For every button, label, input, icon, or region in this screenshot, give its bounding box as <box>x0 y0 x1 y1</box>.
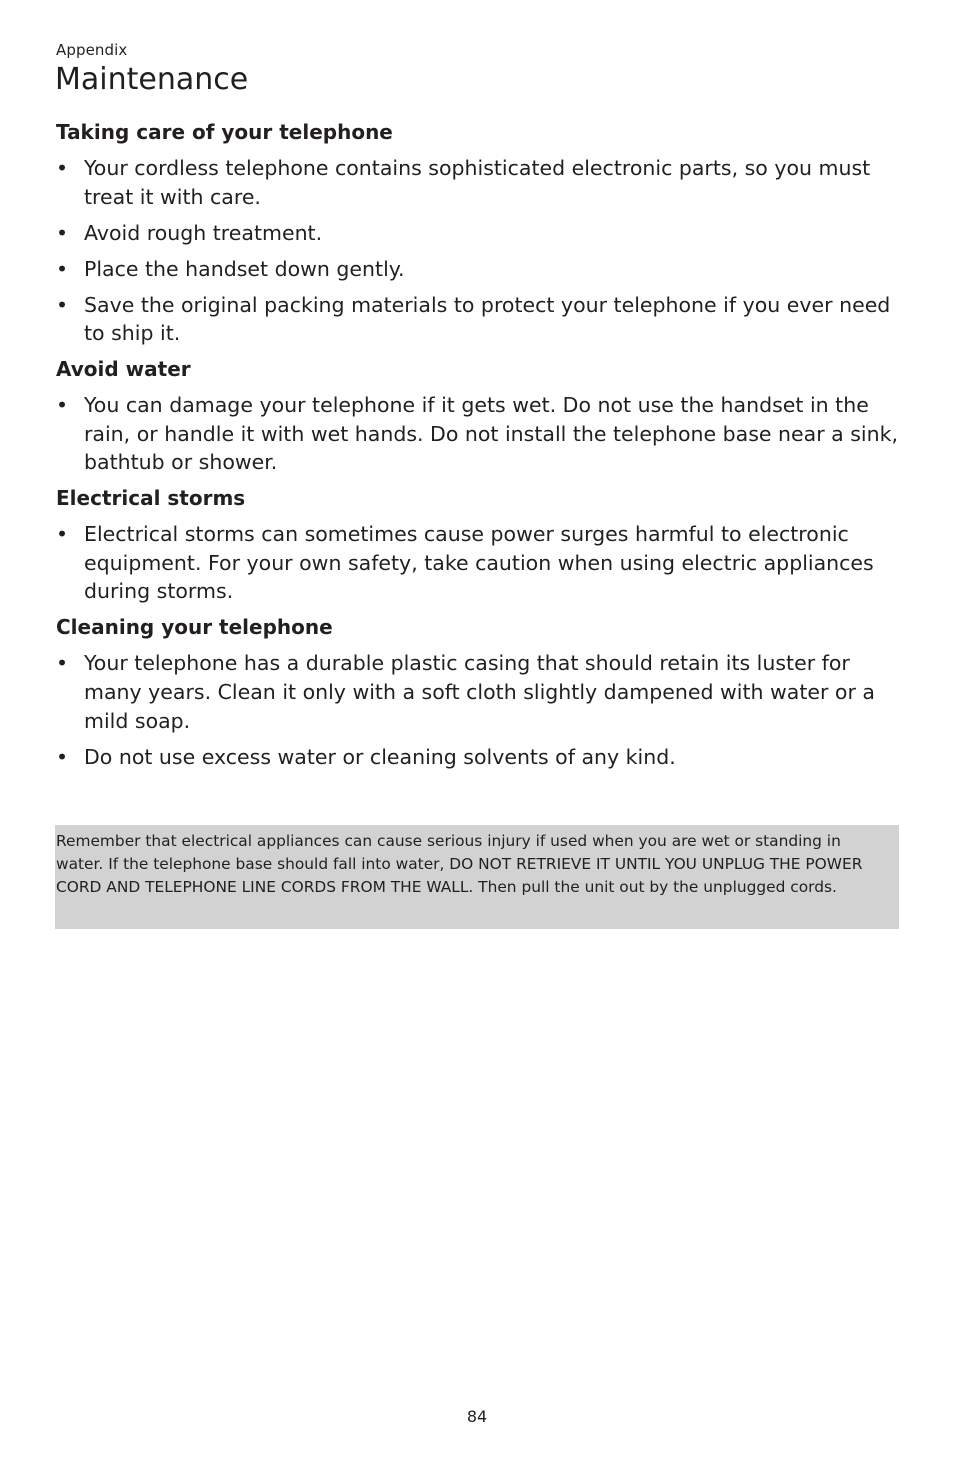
bullet-list <box>56 154 906 348</box>
bullet-icon: • <box>56 744 69 769</box>
bullet-icon: • <box>56 292 69 317</box>
list-item <box>56 649 906 735</box>
bullet-list <box>56 391 906 477</box>
bullet-list <box>56 649 906 771</box>
list-item <box>56 154 906 211</box>
bullet-icon: • <box>56 393 69 418</box>
warning-note-box <box>55 825 899 929</box>
list-item-text: You can damage your telephone if it gets wet. Do not use the handset in the rain, or handle it with wet hands. Do not install the telephone base near a sink, bathtub or shower. <box>84 393 898 475</box>
list-item-text: Do not use excess water or cleaning solvents of any kind. <box>84 744 676 769</box>
list-item-text: Your cordless telephone contains sophisticated electronic parts, so you must treat it with care. <box>84 156 871 209</box>
bullet-icon: • <box>56 256 69 281</box>
bullet-icon: • <box>56 651 69 676</box>
section-label: Appendix <box>56 41 128 59</box>
list-item <box>56 255 906 284</box>
list-item <box>56 219 906 248</box>
list-item <box>56 743 906 772</box>
section-electrical-storms <box>56 484 906 606</box>
list-item <box>56 520 906 606</box>
list-item <box>56 291 906 348</box>
list-item-text: Avoid rough treatment. <box>84 220 323 245</box>
list-item-text: Electrical storms can sometimes cause power surges harmful to electronic equipment. For your own safety, take caution when using electric appliances during storms. <box>84 522 874 604</box>
list-item-text: Place the handset down gently. <box>84 256 405 281</box>
page-number: 84 <box>466 1407 488 1426</box>
section-heading: Cleaning your telephone <box>56 615 333 640</box>
warning-note-text: Remember that electrical appliances can cause serious injury if used when you are wet or standing in water. If the telephone base should fall into water, DO NOT RETRIEVE IT UNTIL YOU UNPLUG THE POWER CORD AND TELEPHONE LINE CORDS FROM THE WALL. Then pull the unit out by the unplugged cords. <box>56 832 863 896</box>
bullet-list <box>56 520 906 606</box>
bullet-icon: • <box>56 522 69 547</box>
content <box>56 118 906 779</box>
section-heading: Avoid water <box>56 357 191 382</box>
bullet-icon: • <box>56 220 69 245</box>
list-item <box>56 391 906 477</box>
section-cleaning <box>56 613 906 771</box>
list-item-text: Your telephone has a durable plastic casing that should retain its luster for many years. Clean it only with a soft cloth slightly dampened with water or a mild soap. <box>84 651 875 733</box>
section-avoid-water <box>56 355 906 477</box>
section-taking-care <box>56 118 906 348</box>
section-heading: Taking care of your telephone <box>56 120 393 144</box>
page-title: Maintenance <box>55 62 249 97</box>
list-item-text: Save the original packing materials to protect your telephone if you ever need to ship it. <box>84 292 891 346</box>
bullet-icon: • <box>56 156 69 180</box>
section-heading: Electrical storms <box>56 486 246 511</box>
